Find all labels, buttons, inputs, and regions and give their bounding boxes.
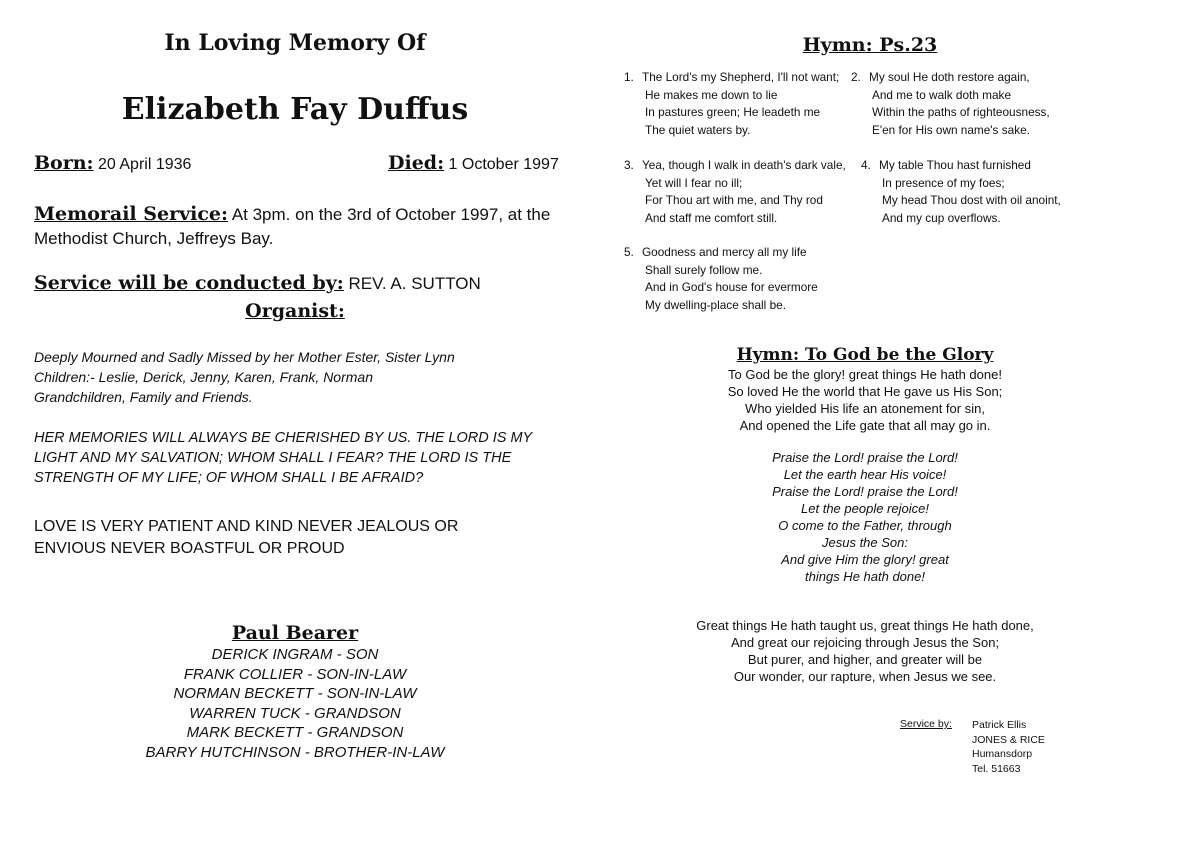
pall-bearer-list: [0, 645, 590, 762]
verse-number: 2.: [851, 70, 861, 84]
verse-line: My soul He doth restore again,: [869, 70, 1030, 84]
hymn-verse-3: [624, 157, 864, 227]
verse-line: My table Thou hast furnished: [879, 158, 1031, 172]
verse-number: 5.: [624, 245, 634, 259]
born-date: 20 April 1936: [93, 156, 192, 173]
hymn-glory-final-verse: [660, 617, 1070, 685]
service-line: JONES & RICE: [972, 733, 1045, 746]
pall-bearer-item: NORMAN BECKETT - SON-IN-LAW: [173, 685, 417, 702]
pall-bearer-item: WARREN TUCK - GRANDSON: [189, 704, 401, 722]
verse-line: And staff me comfort still.: [645, 210, 778, 225]
service-line: Patrick Ellis: [972, 719, 1027, 731]
verse-line: For Thou art with me, and Thy rod: [645, 193, 823, 207]
verse-line: Yea, though I walk in death's dark vale,: [642, 158, 846, 172]
verse-line: My head Thou dost with oil anoint,: [882, 193, 1061, 207]
organist-label: Organist:: [245, 300, 345, 322]
hymn-glory-verse: [660, 366, 1070, 434]
died-date: 1 October 1997: [444, 156, 559, 173]
verse-line: Yet will I fear no ill;: [645, 175, 743, 190]
memories-line: HER MEMORIES WILL ALWAYS BE CHERISHED BY US. THE LORD IS MY: [34, 430, 533, 446]
hymn-line: And great our rejoicing through Jesus the Son;: [730, 635, 1000, 650]
memories-line: STRENGTH OF MY LIFE; OF WHOM SHALL I BE AFRAID?: [34, 470, 424, 486]
pall-bearer-item: DERICK INGRAM - SON: [211, 646, 379, 663]
service-line: Tel. 51663: [972, 762, 1021, 775]
verse-line: In pastures green; He leadeth me: [645, 105, 821, 119]
verse-line: Goodness and mercy all my life: [642, 245, 807, 259]
memories-text: [34, 428, 574, 488]
chorus-line: And give Him the glory! great: [781, 552, 949, 567]
verse-line: And my cup overflows.: [882, 210, 1001, 225]
verse-line: Within the paths of righteousness,: [872, 105, 1050, 119]
mourned-by-text: [34, 347, 574, 407]
service-by-info: [972, 718, 1045, 776]
verse-line: Shall surely follow me.: [645, 262, 763, 277]
chorus-line: Praise the Lord! praise the Lord!: [772, 484, 958, 499]
hymn-line: To God be the glory! great things He hath done!: [728, 367, 1002, 382]
chorus-line: Praise the Lord! praise the Lord!: [772, 450, 958, 465]
memories-line: LIGHT AND MY SALVATION; WHOM SHALL I FEAR? THE LORD IS THE: [34, 450, 512, 466]
service-line: Humansdorp: [972, 748, 1033, 760]
mourned-line: Deeply Mourned and Sadly Missed by her Mother Ester, Sister Lynn: [34, 349, 455, 365]
hymn-line: Great things He hath taught us, great things He hath done,: [696, 618, 1034, 633]
memorial-heading: In Loving Memory Of: [164, 30, 426, 56]
chorus-line: Let the earth hear His voice!: [783, 467, 947, 482]
hymn-line: Our wonder, our rapture, when Jesus we see.: [733, 669, 997, 684]
conducted-by-text: REV. A. SUTTON: [343, 274, 481, 293]
deceased-name: Elizabeth Fay Duffus: [121, 92, 469, 127]
verse-line: The Lord's my Shepherd, I'll not want;: [642, 70, 840, 84]
love-line: ENVIOUS NEVER BOASTFUL OR PROUD: [34, 540, 345, 557]
hymn-line: And opened the Life gate that all may go in.: [739, 418, 991, 433]
hymn-glory-chorus: [660, 449, 1070, 585]
mourned-line: Grandchildren, Family and Friends.: [34, 389, 253, 405]
service-by-label: Service by:: [900, 718, 952, 730]
pall-bearer-heading: Paul Bearer: [231, 622, 359, 644]
hymn-verse-5: [624, 244, 854, 314]
died-label: Died:: [388, 152, 445, 174]
verse-number: 3.: [624, 158, 634, 172]
verse-number: 4.: [861, 158, 871, 172]
verse-line: In presence of my foes;: [882, 175, 1005, 190]
love-line: LOVE IS VERY PATIENT AND KIND NEVER JEALOUS OR: [34, 518, 459, 535]
verse-line: The quiet waters by.: [645, 122, 751, 137]
died-line: [388, 152, 559, 174]
born-label: Born:: [34, 152, 94, 174]
verse-line: And in God's house for evermore: [645, 280, 818, 294]
hymn-line: So loved He the world that He gave us His Son;: [727, 384, 1003, 399]
hymn-line: But purer, and higher, and greater will be: [747, 652, 983, 667]
hymn-verse-2: [851, 69, 1081, 139]
chorus-line: O come to the Father, through: [778, 518, 952, 533]
verse-line: E'en for His own name's sake.: [872, 122, 1030, 137]
hymn-line: Who yielded His life an atonement for sin,: [745, 401, 985, 416]
verse-line: My dwelling-place shall be.: [645, 297, 786, 312]
mourned-line: Children:- Leslie, Derick, Jenny, Karen, Frank, Norman: [34, 369, 373, 385]
love-text: [34, 516, 574, 560]
conducted-by-label: Service will be conducted by:: [34, 272, 344, 294]
hymn-verse-4: [861, 157, 1091, 227]
born-line: [34, 152, 191, 174]
chorus-line: things He hath done!: [805, 569, 925, 584]
chorus-line: Jesus the Son:: [822, 535, 908, 550]
hymn-glory-title: Hymn: To God be the Glory: [736, 345, 994, 365]
pall-bearer-item: MARK BECKETT - GRANDSON: [186, 724, 404, 741]
memorial-service-label: Memorail Service:: [34, 203, 229, 225]
pall-bearer-item: BARRY HUTCHINSON - BROTHER-IN-LAW: [145, 743, 445, 761]
memorial-service: [34, 202, 574, 251]
pall-bearer-item: FRANK COLLIER - SON-IN-LAW: [183, 665, 407, 683]
hymn-ps23-title: Hymn: Ps.23: [802, 34, 938, 56]
verse-line: And me to walk doth make: [872, 87, 1012, 102]
chorus-line: Let the people rejoice!: [801, 501, 929, 516]
hymn-verse-1: [624, 69, 854, 139]
verse-number: 1.: [624, 70, 634, 84]
verse-line: He makes me down to lie: [645, 87, 778, 102]
memorial-service-text: At 3pm. on the 3rd of October 1997, at the Methodist Church, Jeffreys Bay.: [34, 205, 551, 248]
conducted-by: [34, 272, 481, 294]
